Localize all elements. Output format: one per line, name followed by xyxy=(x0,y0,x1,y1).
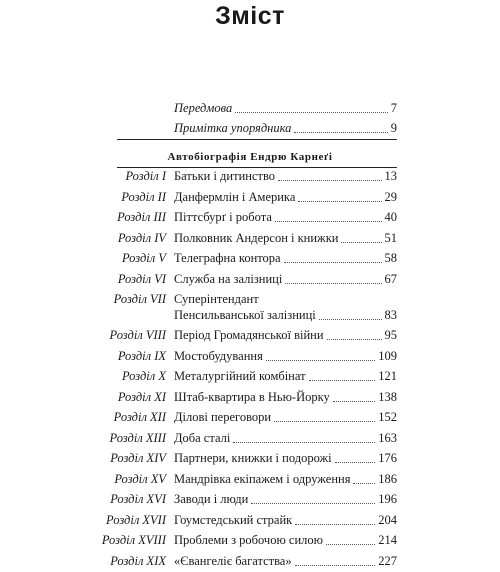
leader-dots xyxy=(233,442,375,443)
chapter-title: Телеграфна контора xyxy=(174,251,281,265)
page-number: 186 xyxy=(378,471,397,486)
chapter-title: Штаб-квартира в Нью-Йорку xyxy=(174,389,330,404)
chapter-label: Розділ XIX xyxy=(110,553,166,568)
leader-dots xyxy=(295,524,375,525)
chapter-title-continued: Пенсильванської залізниці xyxy=(174,308,316,322)
chapter-title: Гоумстедський страйк xyxy=(174,512,293,527)
page-number: 29 xyxy=(384,189,397,204)
chapter-row xyxy=(0,229,500,249)
front-matter-title: Передмова xyxy=(174,101,233,115)
page-number: 67 xyxy=(384,271,397,286)
chapter-row xyxy=(0,470,500,490)
front-matter-item xyxy=(0,99,500,119)
chapter-row xyxy=(0,388,500,408)
chapter-label: Розділ VII xyxy=(113,292,166,306)
chapter-label: Розділ XVIII xyxy=(101,533,166,547)
chapter-row xyxy=(0,167,500,187)
chapter-title: Мандрівка екіпажем і одруження xyxy=(174,471,351,486)
leader-dots xyxy=(266,360,375,361)
page-number: 152 xyxy=(378,410,397,424)
chapter-row xyxy=(0,326,500,346)
page-number: 9 xyxy=(390,121,397,135)
chapter-title: Мостобудування xyxy=(174,348,263,363)
chapter-row xyxy=(0,347,500,367)
page-number: 196 xyxy=(378,492,397,506)
page-number: 176 xyxy=(378,451,397,465)
page-number: 51 xyxy=(384,230,397,245)
front-matter-item xyxy=(0,119,500,139)
chapter-label: Розділ XI xyxy=(117,389,166,404)
leader-dots xyxy=(294,132,387,133)
page-number: 163 xyxy=(378,430,397,445)
chapter-row xyxy=(0,490,500,510)
page-number: 138 xyxy=(378,389,397,404)
chapter-label: Розділ XVI xyxy=(110,492,166,506)
chapter-row xyxy=(0,429,500,449)
chapter-row xyxy=(0,511,500,531)
page-number: 40 xyxy=(384,210,397,224)
chapter-label: Розділ IX xyxy=(117,348,166,363)
chapter-row xyxy=(0,552,500,572)
chapter-label: Розділ XVII xyxy=(106,512,166,527)
chapter-row xyxy=(0,449,500,469)
leader-dots xyxy=(298,201,381,202)
page-number: 214 xyxy=(378,533,397,547)
chapter-label: Розділ I xyxy=(125,169,166,183)
front-matter-title: Примітка упорядника xyxy=(174,121,292,135)
leader-dots xyxy=(251,503,375,504)
chapter-label: Розділ XIII xyxy=(109,430,166,445)
chapter-row xyxy=(0,367,500,387)
leader-dots xyxy=(284,262,382,263)
chapter-label: Розділ II xyxy=(121,189,166,204)
chapter-label: Розділ III xyxy=(117,210,166,224)
chapter-title: Данфермлін і Америка xyxy=(174,189,296,204)
chapter-title: Ділові переговори xyxy=(174,410,272,424)
chapter-row xyxy=(0,270,500,290)
chapter-title: Суперінтендант xyxy=(174,292,259,306)
page-number: 109 xyxy=(378,348,397,363)
leader-dots xyxy=(275,221,382,222)
chapter-title: Партнери, книжки і подорожі xyxy=(174,451,332,465)
chapter-title: Піттсбурґ і робота xyxy=(174,210,272,224)
separator-top xyxy=(117,139,397,140)
page-number: 7 xyxy=(390,101,397,115)
chapter-label: Розділ XII xyxy=(113,410,166,424)
page-number: 58 xyxy=(384,251,397,265)
chapter-label: Розділ XV xyxy=(114,471,166,486)
chapter-title: Проблеми з робочою силою xyxy=(174,533,323,547)
page-number: 204 xyxy=(378,512,397,527)
page-number: 83 xyxy=(384,308,397,322)
page-number: 95 xyxy=(384,328,397,342)
leader-dots xyxy=(327,339,382,340)
chapter-row xyxy=(0,188,500,208)
chapter-label: Розділ VI xyxy=(117,271,166,286)
chapter-row xyxy=(0,249,500,269)
leader-dots xyxy=(326,544,375,545)
chapter-title: Служба на залізниці xyxy=(174,271,283,286)
page-number: 121 xyxy=(378,369,397,383)
section-title: Автобіографія Ендрю Карнеґі xyxy=(167,151,333,163)
leader-dots xyxy=(278,180,381,181)
chapter-title: Доба сталі xyxy=(174,430,231,445)
page-title: Зміст xyxy=(215,2,285,30)
leader-dots xyxy=(295,565,376,566)
leader-dots xyxy=(353,483,375,484)
chapter-title: Заводи і люди xyxy=(174,492,249,506)
chapter-row xyxy=(0,408,500,428)
chapter-label: Розділ XIV xyxy=(110,451,166,465)
page-number: 13 xyxy=(384,169,397,183)
page-number: 227 xyxy=(378,553,397,568)
leader-dots xyxy=(335,462,376,463)
chapter-title: Період Громадянської війни xyxy=(174,328,324,342)
chapter-label: Розділ V xyxy=(122,251,166,265)
leader-dots xyxy=(235,112,388,113)
leader-dots xyxy=(285,283,381,284)
chapter-title: Металургійний комбінат xyxy=(174,369,306,383)
leader-dots xyxy=(309,380,376,381)
chapter-row-continued xyxy=(0,306,500,326)
chapter-label: Розділ X xyxy=(122,369,166,383)
chapter-label: Розділ IV xyxy=(117,230,166,245)
leader-dots xyxy=(319,319,382,320)
chapter-row xyxy=(0,208,500,228)
leader-dots xyxy=(333,401,376,402)
chapter-title: «Євангеліє багатства» xyxy=(174,553,292,568)
chapter-title: Батьки і дитинство xyxy=(174,169,276,183)
chapter-title: Полковник Андерсон і книжки xyxy=(174,230,339,245)
leader-dots xyxy=(341,242,381,243)
leader-dots xyxy=(274,421,375,422)
chapter-label: Розділ VIII xyxy=(109,328,166,342)
chapter-row xyxy=(0,531,500,551)
